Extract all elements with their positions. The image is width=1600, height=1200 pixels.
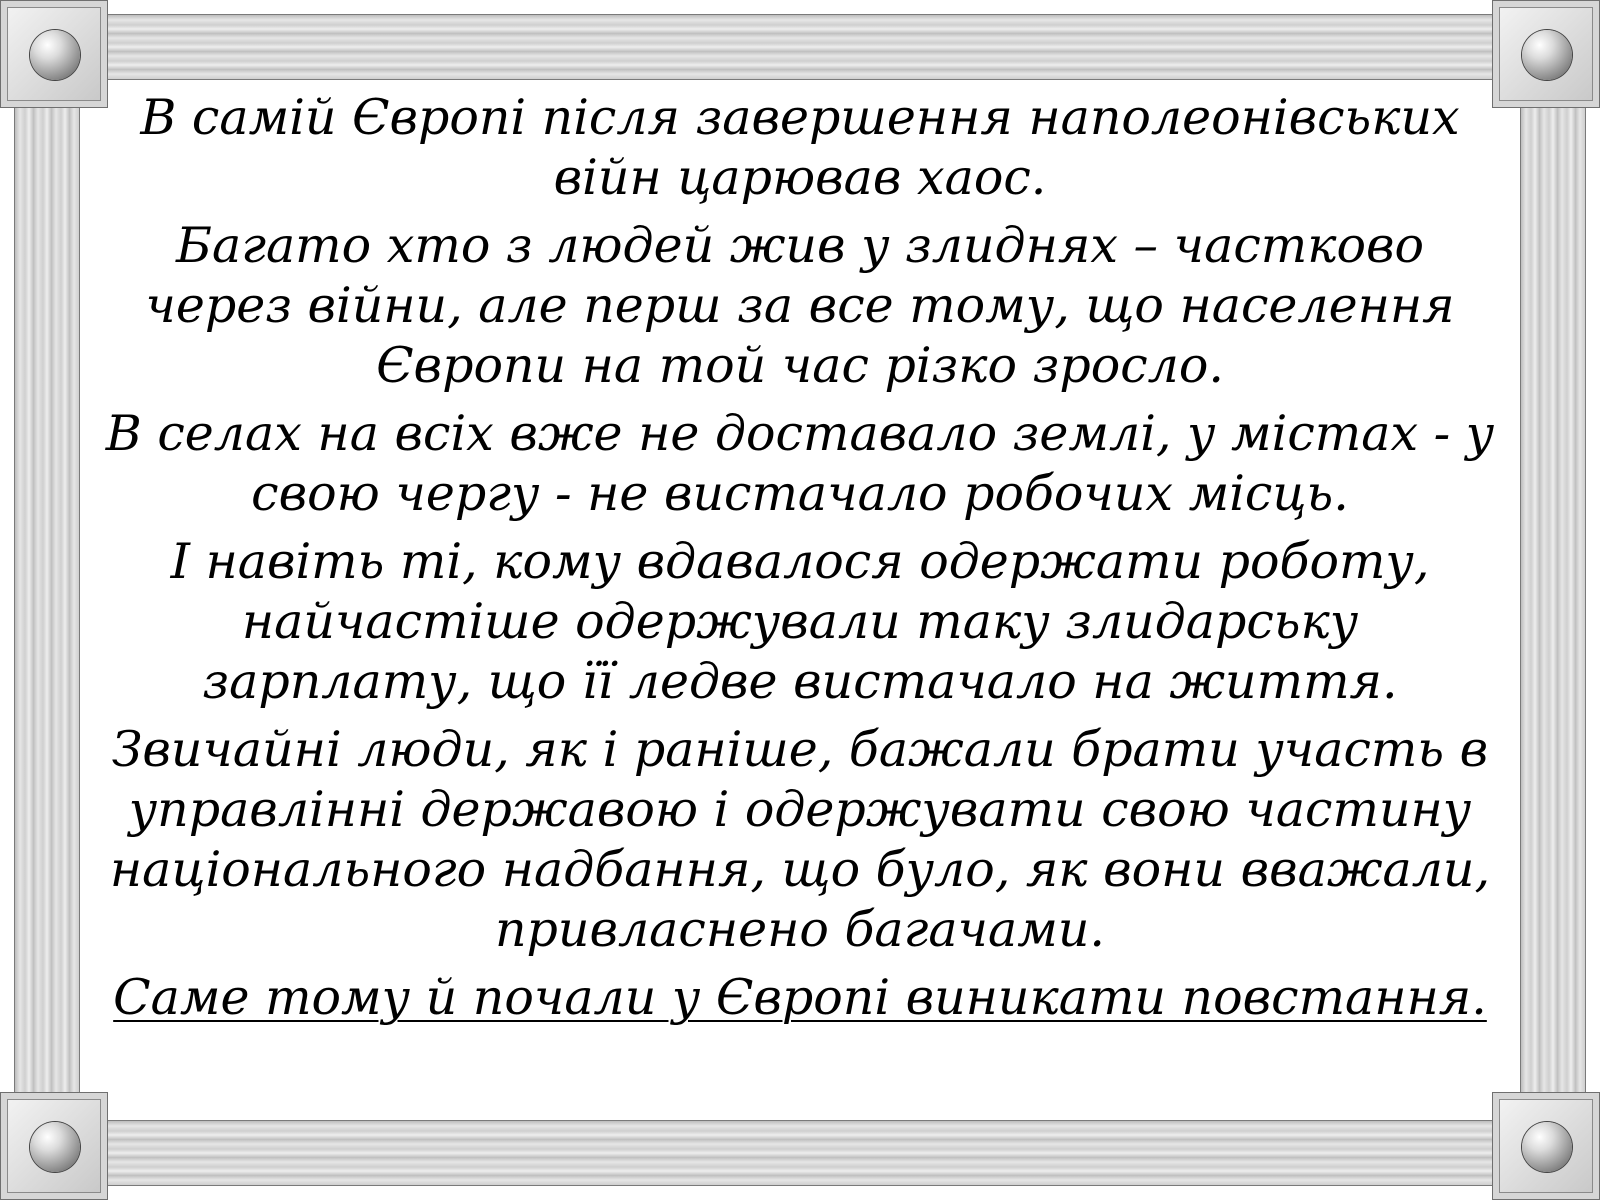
paragraph-chaos: В самій Європі після завершення наполеонівських війн царював хаос. xyxy=(140,89,1460,206)
paragraph-wages: І навіть ті, кому вдавалося одержати роботу, найчастіше одержували таку злидарську зарплату, що її ледве вистачало на життя. xyxy=(170,533,1430,710)
frame-corner-top-left xyxy=(0,0,108,108)
frame-corner-bottom-right xyxy=(1492,1092,1600,1200)
frame-top-bar xyxy=(80,14,1520,80)
slide-text-body xyxy=(100,88,1500,1098)
frame-corner-bottom-left xyxy=(0,1092,108,1200)
paragraph-poverty: Багато хто з людей жив у злиднях – частково через війни, але перш за все тому, що населення Європи на той час різко зросло. xyxy=(145,217,1455,394)
sphere-icon xyxy=(1522,1122,1572,1172)
frame-corner-top-right xyxy=(1492,0,1600,108)
sphere-icon xyxy=(1522,30,1572,80)
frame-left-bar xyxy=(14,80,80,1120)
paragraph-participation: Звичайні люди, як і раніше, бажали брати участь в управлінні державою і одержувати свою частину національного надбання, що було, як вони вважали, привласнено багачами. xyxy=(109,721,1491,958)
sphere-icon xyxy=(30,30,80,80)
sphere-icon xyxy=(30,1122,80,1172)
conclusion-text: Саме тому й почали у Європі виникати повстання. xyxy=(113,969,1487,1026)
frame-bottom-bar xyxy=(80,1120,1520,1186)
frame-right-bar xyxy=(1520,80,1586,1120)
paragraph-land-jobs: В селах на всіх вже не доставало землі, у містах - у свою чергу - не вистачало робочих місць. xyxy=(105,405,1495,522)
